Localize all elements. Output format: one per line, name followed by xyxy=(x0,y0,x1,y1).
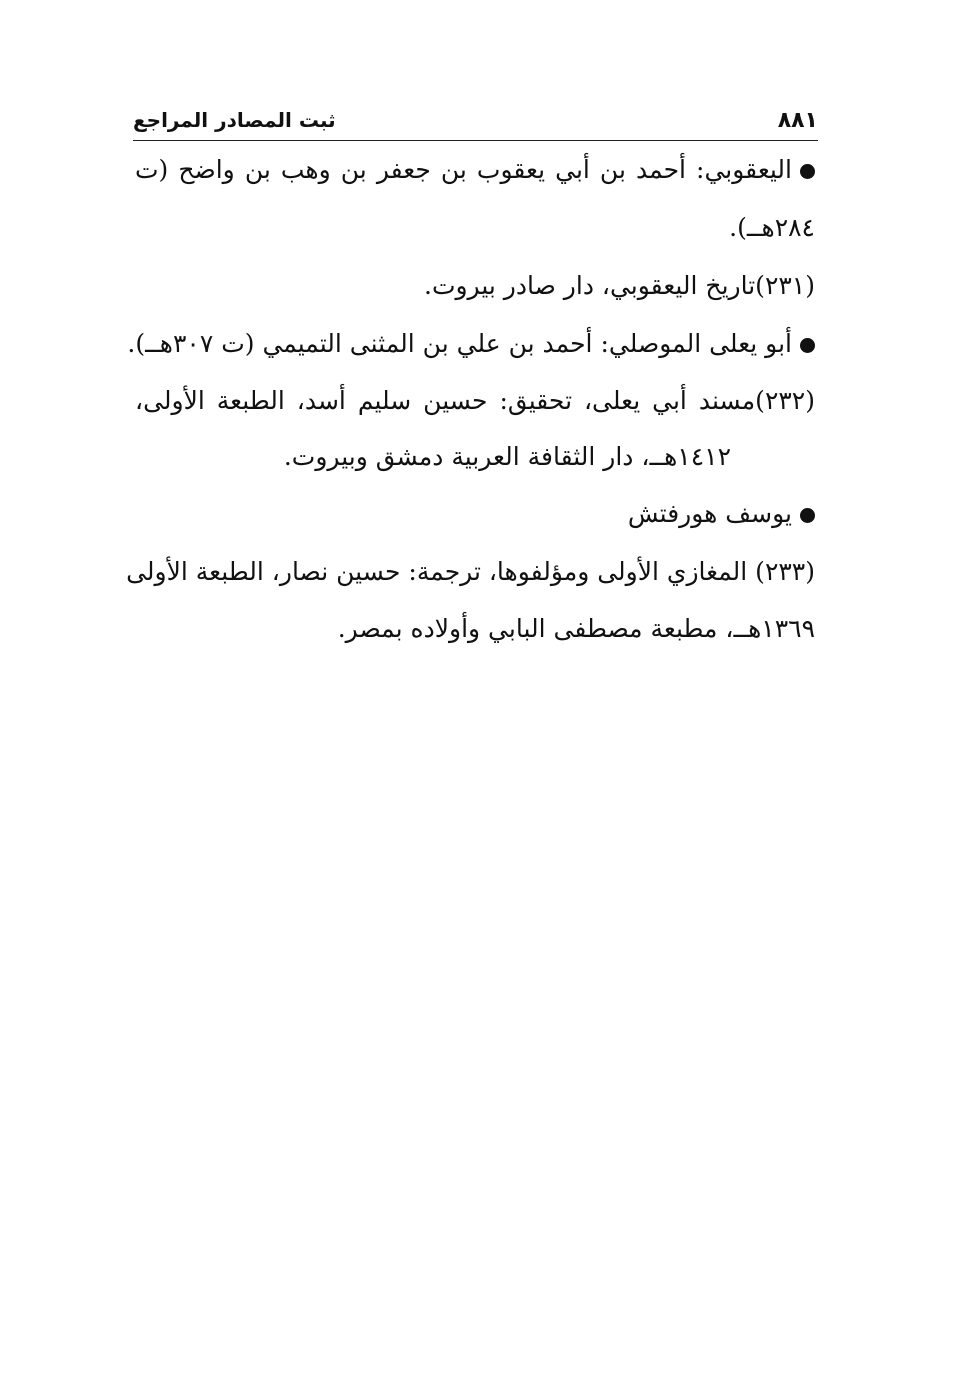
reference-232: (٢٣٢)مسند أبي يعلى، تحقيق: حسين سليم أسد، الطبعة الأولى، xyxy=(135,386,815,415)
bullet-icon xyxy=(800,508,815,523)
running-title: ثبت المصادر المراجع xyxy=(133,108,336,132)
entry-author-abu-yala xyxy=(127,324,815,364)
bullet-icon xyxy=(800,164,815,179)
reference-231: (٢٣١)تاريخ اليعقوبي، دار صادر بيروت. xyxy=(424,271,815,300)
author-text: اليعقوبي: أحمد بن أبي يعقوب بن جعفر بن وهب بن واضح (ت xyxy=(135,155,792,184)
reference-232-cont: ١٤١٢هــ، دار الثقافة العربية دمشق وبيروت. xyxy=(283,442,731,471)
page-header xyxy=(133,100,818,141)
entry-author-horovitz xyxy=(628,494,815,534)
author-text: يوسف هورفتش xyxy=(627,499,792,528)
author-text: أبو يعلى الموصلي: أحمد بن علي بن المثنى التميمي (ت ٣٠٧هــ). xyxy=(127,329,792,358)
page-number: ٨٨١ xyxy=(777,108,818,133)
entry-author-yaqubi xyxy=(135,150,815,190)
reference-233-cont: ١٣٦٩هــ، مطبعة مصطفى البابي وأولاده بمصر. xyxy=(337,614,815,643)
bullet-icon xyxy=(800,338,815,353)
entry-author-yaqubi-cont: ٢٨٤هــ). xyxy=(729,213,815,242)
reference-233: (٢٣٣) المغازي الأولى ومؤلفوها، ترجمة: حسين نصار، الطبعة الأولى xyxy=(126,557,815,586)
